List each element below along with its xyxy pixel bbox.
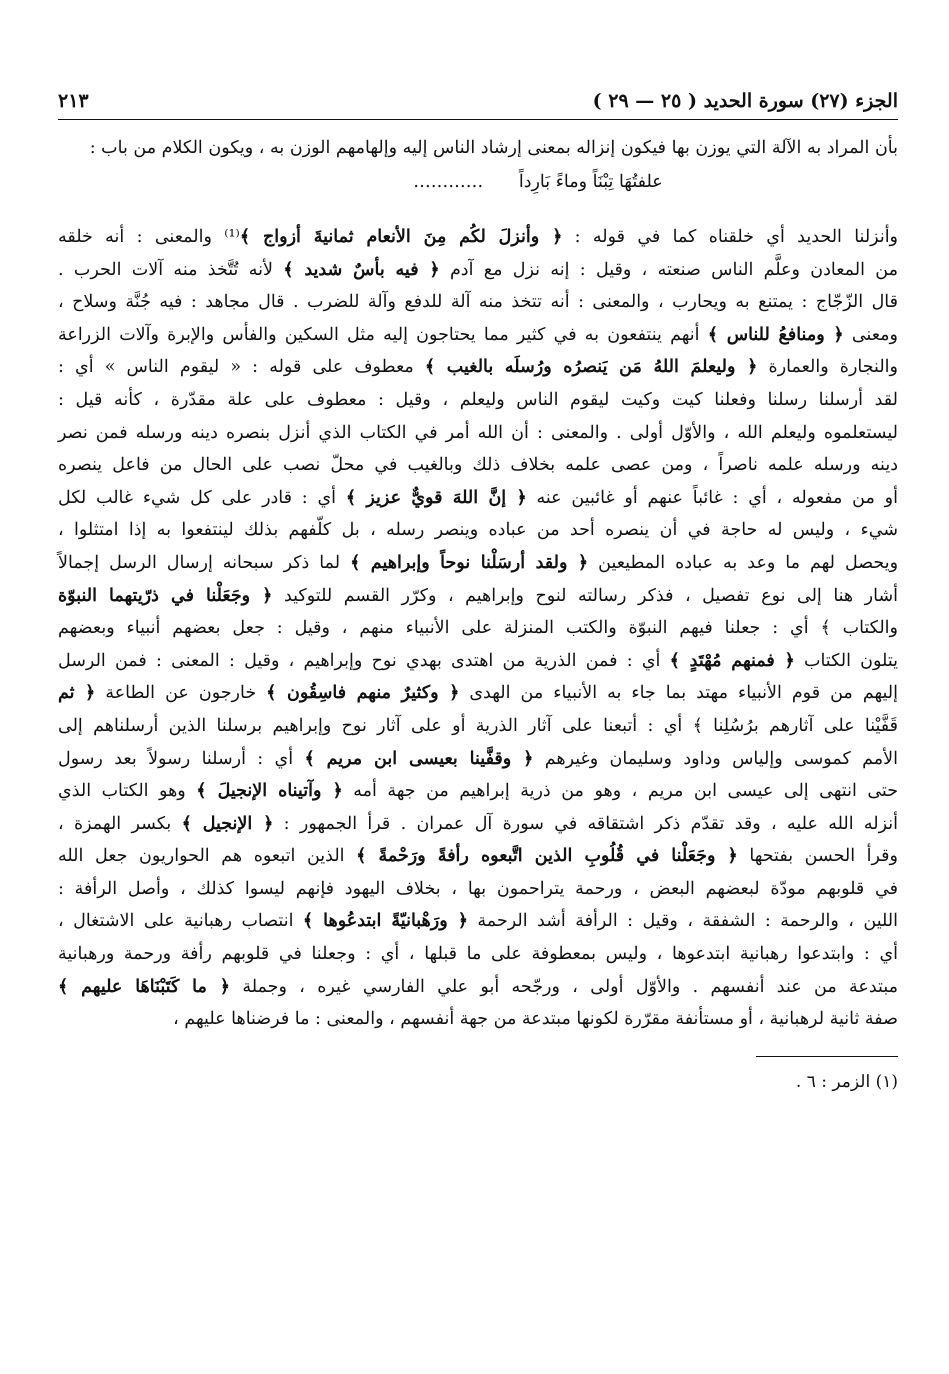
quran-quote: ﴿ وآتيناه الإنجيلَ ﴾: [196, 781, 343, 802]
quran-quote: ﴿ ورَهْبانيّةً ابتدعُوها ﴾: [302, 911, 468, 932]
text-line: يتلون الكتاب ﴿ فمنهم مُهْتَدٍ ﴾ أي : فمن الذرية من اهتدى بهدي نوح وإبراهيم ، وقيل : المعنى : فمن الرسل: [58, 650, 898, 671]
commentary-body: [58, 221, 898, 1036]
text-line: أو من مفعوله ، أي : غائباً عنهم أو غائبين عنه ﴿ إنَّ اللهَ قويٌّ عزيز ﴾ أي : قادر على كل شيء غالب لكل: [58, 487, 898, 508]
text-line: ليستعلموه وليعلم الله ، والأوّل أولى . والمعنى : أن الله أمر في الكتاب الذي أنزل بنصره دينه ورسله فمن نصر: [58, 422, 898, 443]
quran-quote: ﴿ فمنهم مُهْتَدٍ ﴾: [669, 650, 795, 671]
text-line: قَفَّيْنا على آثارهم برُسُلِنا ﴾ أي : أتبعنا على آثار الذرية أو على آثار نوح وإبراهيم برسلنا الذين أرسلناهم إلى: [58, 715, 898, 736]
footnote: (١) الزمر : ٦ .: [795, 1071, 898, 1092]
poetry-verse: [58, 165, 898, 199]
text-line: ومعنى ﴿ ومنافعُ للناس ﴾ أنهم ينتفعون به في كثير مما يحتاجون إليه مثل السكين والفأس والإبرة وآلات الزراعة: [58, 324, 898, 345]
text-line: ويحصل لهم ما وعد به عباده المطيعين ﴿ ولقد أرسَلْنا نوحاً وإبراهيم ﴾ لما ذكر سبحانه إرسال الرسل إجمالاً: [58, 552, 899, 573]
verse-ellipsis: …………: [413, 172, 484, 192]
quran-quote: ﴿ وليعلمَ اللهُ مَن يَنصرُه ورُسلَه بالغيب ﴾: [424, 357, 758, 378]
verse-text: علفتُهَا تِبْنَاً وماءً بَارِداً: [518, 172, 663, 192]
text-line: من المعادن وعلَّم الناس صنعته ، وقيل : إنه نزل مع آدم ﴿ فيه بأسٌ شديد ﴾ لأنه تُتَّخذ منه آلات الحرب .: [58, 259, 898, 280]
text-line: الأمم كموسى وإلياس وداود وسليمان وغيرهم ﴿ وقفَّينا بعيسى ابن مريم ﴾ أي : أرسلنا رسولاً بعد رسول: [58, 748, 899, 769]
quran-quote: ﴿ وكثيرٌ منهم فاسِقُون ﴾: [266, 683, 460, 704]
text-line: في قلوبهم مودّة لبعضهم البعض ، ورحمة يتراحمون بها ، بخلاف اليهود فإنهم ليسوا كذلك ، وأصل الرأفة :: [58, 878, 898, 899]
book-page: [58, 88, 898, 1095]
text-line: حتى انتهى إلى عيسى ابن مريم ، وهو من ذرية إبراهيم من جهة أمه ﴿ وآتيناه الإنجيلَ ﴾ وهو الكتاب الذي: [58, 781, 899, 802]
quran-quote: ﴿ وأنزلَ لكُم مِنَ الأنعام ثمانيةَ أزواج ﴾: [239, 227, 563, 247]
text-line: أنزله الله عليه ، وقد تقدّم ذكر اشتقاقه في سورة آل عمران . قرأ الجمهور : ﴿ الإنجيل ﴾ بكسر الهمزة ،: [58, 813, 898, 834]
text-line: إليهم من قوم الأنبياء مهتد بما جاء به الأنبياء من الهدى ﴿ وكثيرٌ منهم فاسِقُون ﴾ خارجون عن الطاعة ﴿ ثم: [58, 683, 899, 704]
text-line: قال الزّجّاج : يمتنع به ويحارب ، والمعنى : أنه تتخذ منه آلة للدفع وآلة للضرب . قال مجاهد : فيه جُنَّة وسلاح ،: [58, 292, 898, 313]
quran-quote: ﴿ إنَّ اللهَ قويٌّ عزيز ﴾: [345, 487, 527, 508]
quran-quote: ﴿ وقفَّينا بعيسى ابن مريم ﴾: [304, 748, 534, 769]
text-line: لقد أرسلنا رسلنا وفعلنا كيت وكيت ليقوم الناس وليعلم ، وقيل : معطوف على علة مقدّرة ، كأنه قيل :: [58, 389, 898, 410]
text-line: والكتاب ﴾ أي : جعلنا فيهم النبوّة والكتب المنزلة على الأنبياء منهم ، وقيل : جعل بعضهم أنبياء وبعضهم: [58, 618, 898, 639]
text-line: أي : وابتدعوا رهبانية ابتدعوها ، وليس بمعطوفة على ما قبلها ، أي : وجعلنا في قلوبهم رأفة ورحمة ورهبانية: [58, 944, 898, 965]
quran-quote: ﴿ فيه بأسٌ شديد ﴾: [283, 259, 440, 280]
quran-quote: ﴿ ومنافعُ للناس ﴾: [707, 324, 844, 345]
footnote-divider: [756, 1056, 898, 1057]
text-line: والنجارة والعمارة ﴿ وليعلمَ اللهُ مَن يَنصرُه ورُسلَه بالغيب ﴾ معطوف على قوله : « ليقوم الناس » أي :: [58, 357, 898, 378]
quran-quote: ﴿ وجَعَلْنا في ذرّيتهما النبوّة: [58, 585, 273, 606]
text-line: مبتدعة من عند أنفسهم . والأوّل أولى ، ورجّحه أبو علي الفارسي غيره ، وجملة ﴿ ما كَتَبْنَاهَا عليهم ﴾: [58, 976, 898, 997]
running-header: [58, 88, 898, 120]
quran-quote: ﴿ وجَعَلْنا في قُلُوبِ الذين اتَّبعوه رأفةً ورَحْمةً ﴾: [356, 846, 738, 867]
text-line: وقرأ الحسن بفتحها ﴿ وجَعَلْنا في قُلُوبِ الذين اتَّبعوه رأفةً ورَحْمةً ﴾ الذين اتبعوه هم الحواريون جعل الله: [58, 846, 898, 867]
text-line: وأنزلنا الحديد أي خلقناه كما في قوله : ﴿ وأنزلَ لكُم مِنَ الأنعام ثمانيةَ أزواج ﴾⁽¹⁾ والمعنى : أنه خلقه: [58, 227, 899, 247]
quran-quote: ﴿ ثم: [58, 683, 96, 704]
text-line: أشار هنا إلى نوع تفصيل ، فذكر رسالته لنوح وإبراهيم ، وكرّر القسم للتوكيد ﴿ وجَعَلْنا في ذرّيتهما النبوّة: [58, 585, 898, 606]
text-line: صفة ثانية لرهبانية ، أو مستأنفة مقرّرة لكونها مبتدعة من جهة أنفسهم ، والمعنى : ما فرضناها عليهم ،: [173, 1009, 898, 1030]
quran-quote: ﴿ ما كَتَبْنَاهَا عليهم ﴾: [58, 976, 230, 997]
quran-quote: ﴿ الإنجيل ﴾: [181, 813, 274, 834]
quran-quote: ﴿ ولقد أرسَلْنا نوحاً وإبراهيم ﴾: [350, 552, 589, 573]
text-line: شيء ، وليس له حاجة في أن ينصره أحد من عباده وينصر رسله ، بل كلّفهم بذلك لينتفعوا به إذا امتثلوا ،: [58, 520, 898, 541]
page-number: ٢١٣: [58, 90, 89, 112]
text-line: اللين ، والرحمة : الشفقة ، وقيل : الرأفة أشد الرحمة ﴿ ورَهْبانيّةً ابتدعُوها ﴾ انتصاب رهبانية على الاشتغال ،: [58, 911, 898, 932]
header-title: الجزء (٢٧) سورة الحديد ( ٢٥ — ٢٩ ): [592, 90, 898, 112]
text-line: دينه ورسله علمه ناصراً ، ومن عصى علمه بخلاف ذلك وبالغيب في محلّ نصب على الحال من فاعل ينصره: [58, 455, 898, 476]
intro-paragraph: بأن المراد به الآلة التي يوزن بها فيكون إنزاله بمعنى إرشاد الناس إليه وإلهامهم الوزن به ، ويكون الكلام من باب :: [89, 138, 898, 158]
